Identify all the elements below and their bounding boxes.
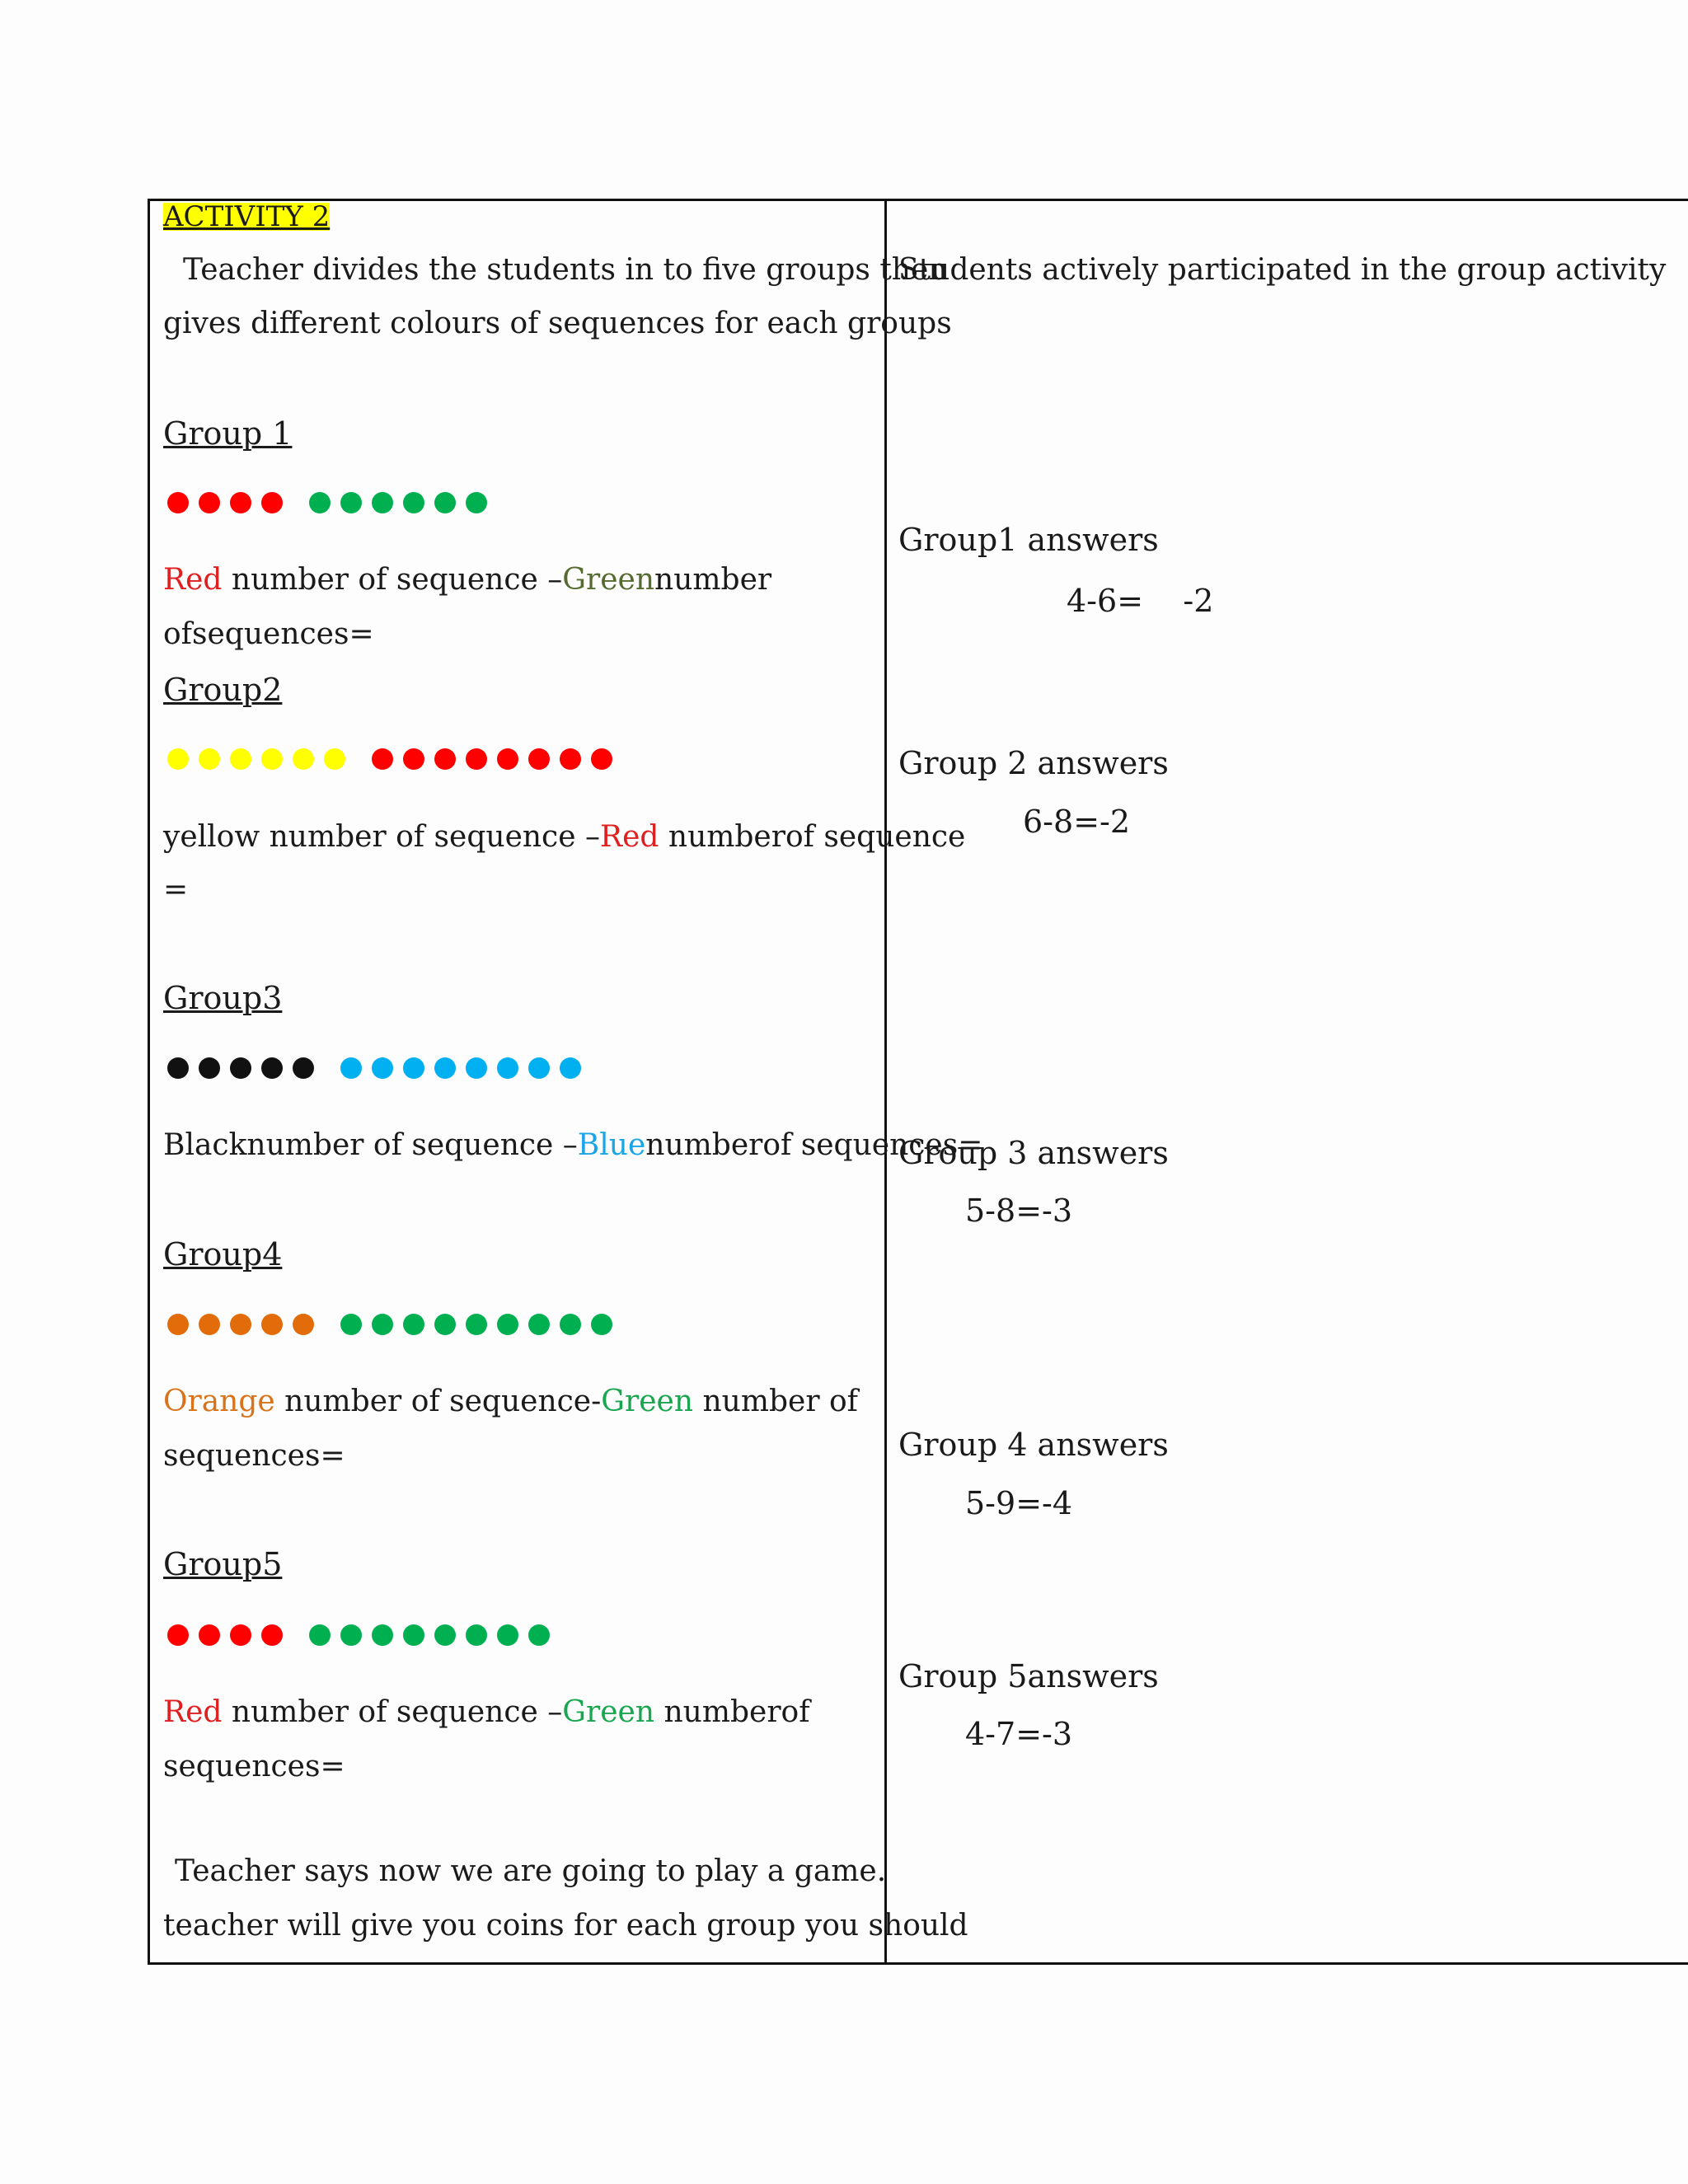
sequence-dot [261,1624,283,1646]
group-5-dots [167,1624,560,1647]
group-1-q-end: number [654,563,772,597]
sequence-dot [434,492,456,513]
activity-title: ACTIVITY 2 [163,200,331,233]
sequence-dot [261,748,283,770]
sequence-dot [261,1314,283,1335]
sequence-dot [372,1314,393,1335]
sequence-dot [591,748,612,770]
sequence-dot [199,1057,220,1079]
group-1-dots [167,491,497,514]
group-1-color-b: Green [562,563,655,597]
group-1-heading: Group 1 [163,415,293,452]
group-3-answer-label: Group 3 answers [898,1135,1169,1171]
group-3-q-end: numberof sequences= [645,1128,983,1162]
group-4-q-mid: number of sequence- [274,1385,602,1418]
group-4-heading: Group4 [163,1236,283,1272]
sequence-dot [293,748,314,770]
group-1-q-mid: number of sequence – [222,563,563,597]
sequence-dot [261,1057,283,1079]
sequence-dot [560,1314,581,1335]
group-1-color-a: Red [163,563,223,597]
group-3-color-a: Black [163,1128,247,1162]
group-3-question [163,1128,983,1162]
sequence-dot [528,748,550,770]
column-divider [884,201,887,1962]
group-3-q-mid: number of sequence – [246,1128,578,1162]
sequence-dot [403,1624,424,1646]
sequence-dot [403,1314,424,1335]
sequence-dot [434,1314,456,1335]
group-4-answer-value: 5-9=-4 [965,1485,1073,1521]
group-2-q-end: numberof sequence [659,820,966,854]
group-5-q-end: numberof [654,1695,810,1729]
sequence-dot [309,1624,331,1646]
sequence-dot [167,492,189,513]
sequence-dot [560,1057,581,1079]
sequence-dot [403,1057,424,1079]
sequence-dot [372,1624,393,1646]
sequence-dot [403,748,424,770]
sequence-dot [340,1624,362,1646]
sequence-dot [167,748,189,770]
sequence-dot [167,1314,189,1335]
sequence-dot [199,492,220,513]
sequence-dot [466,748,487,770]
sequence-dot [528,1624,550,1646]
group-4-q-end: number of [693,1385,858,1418]
sequence-dot [199,748,220,770]
group-5-question [163,1695,810,1729]
sequence-dot [466,1624,487,1646]
group-5-answer-value: 4-7=-3 [965,1716,1073,1752]
sequence-dot [340,1314,362,1335]
group-2-q-start: yellow number of sequence – [163,820,600,854]
sequence-dot [309,492,331,513]
group-2-dots [167,748,622,771]
group-2-heading: Group2 [163,672,283,708]
sequence-dot [497,748,518,770]
intro-line-2: gives different colours of sequences for each groups [163,307,952,340]
sequence-dot [372,1057,393,1079]
sequence-dot [434,1624,456,1646]
group-5-heading: Group5 [163,1546,283,1582]
sequence-dot [340,1057,362,1079]
sequence-dot [167,1624,189,1646]
group-2-question-line2: = [163,873,189,907]
sequence-dot [497,1314,518,1335]
group-1-question-line2: ofsequences= [163,617,374,651]
group-5-question-line2: sequences= [163,1750,345,1783]
sequence-dot [466,1057,487,1079]
group-4-question-line2: sequences= [163,1439,345,1473]
group-2-color-b: Red [599,820,659,854]
group-5-color-a: Red [163,1695,223,1729]
outro-line-1: Teacher says now we are going to play a game. [175,1854,887,1888]
sequence-dot [293,1057,314,1079]
sequence-dot [403,492,424,513]
sequence-dot [466,492,487,513]
group-4-dots [167,1313,622,1336]
group-1-answer-label: Group1 answers [898,522,1159,558]
group-2-answer-value: 6-8=-2 [1023,804,1131,840]
sequence-dot [497,1624,518,1646]
sequence-dot [434,1057,456,1079]
sequence-dot [528,1314,550,1335]
sequence-dot [497,1057,518,1079]
sequence-dot [293,1314,314,1335]
sequence-dot [434,748,456,770]
sequence-dot [230,1057,251,1079]
right-intro: Students actively participated in the group activity [898,253,1667,287]
group-5-answer-label: Group 5answers [898,1658,1159,1694]
group-1-answer-value: 4-6= -2 [1067,583,1214,619]
sequence-dot [372,748,393,770]
group-1-question [163,565,771,595]
sequence-dot [230,748,251,770]
group-2-answer-label: Group 2 answers [898,745,1169,781]
sequence-dot [466,1314,487,1335]
group-2-question [163,820,966,854]
sequence-dot [528,1057,550,1079]
sequence-dot [199,1314,220,1335]
group-3-dots [167,1057,591,1080]
intro-line-1: Teacher divides the students in to five groups then [183,253,948,287]
sequence-dot [324,748,345,770]
sequence-dot [372,492,393,513]
sequence-dot [560,748,581,770]
group-3-answer-value: 5-8=-3 [965,1193,1073,1229]
group-4-question [163,1387,858,1417]
group-4-color-b: Green [601,1385,694,1418]
group-3-heading: Group3 [163,980,283,1016]
group-4-answer-label: Group 4 answers [898,1427,1169,1463]
sequence-dot [167,1057,189,1079]
group-4-color-a: Orange [163,1385,275,1418]
group-5-q-mid: number of sequence – [222,1695,563,1729]
sequence-dot [230,1624,251,1646]
sequence-dot [340,492,362,513]
outro-line-2: teacher will give you coins for each group you should [163,1909,968,1943]
sequence-dot [591,1314,612,1335]
sequence-dot [230,492,251,513]
sequence-dot [230,1314,251,1335]
group-3-color-b: Blue [577,1128,646,1162]
group-5-color-b: Green [562,1695,655,1729]
sequence-dot [199,1624,220,1646]
sequence-dot [261,492,283,513]
